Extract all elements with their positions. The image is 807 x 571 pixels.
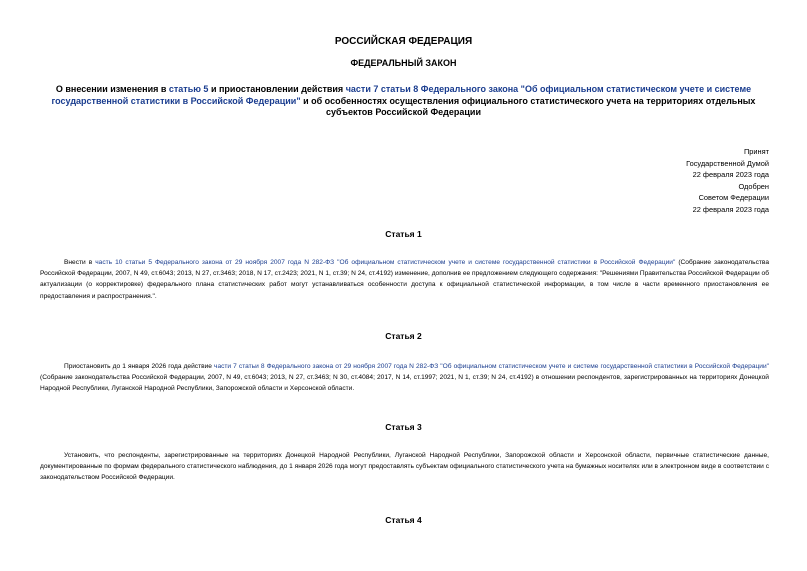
law-type-heading: ФЕДЕРАЛЬНЫЙ ЗАКОН (350, 58, 457, 68)
title-text-2: и приостановлении действия (208, 84, 346, 94)
article-1-text (40, 257, 769, 302)
approval-date: 22 февраля 2023 года (692, 204, 769, 214)
title-text-1: О внесении изменения в (55, 84, 169, 94)
article-2-link[interactable]: части 7 статьи 8 Федерального закона от 29 ноября 2007 года N 282-ФЗ "Об официальном статистическом учете и системе государственной статистики в Российской Федерации" (214, 363, 769, 370)
article-2-heading: Статья 2 (385, 331, 422, 341)
adoption-date: 22 февраля 2023 года (692, 170, 769, 180)
law-title (48, 84, 759, 119)
article-2-text (40, 361, 769, 395)
article-2-text-1: Приостановить до 1 января 2026 года действие (64, 363, 215, 370)
article-3-text-1: Установить, что респонденты, зарегистрированные на территориях Донецкой Народной Республики, Луганской Народной Республики, Запорожской области и Херсонской области, первичные статистические данные, документированные по формам федерального статистического наблюдения, до 1 января 2026 года могут предоставлять субъектам официального статистического учета на бумажных носителях или в электронном виде в соответствии с законодательством Российской Федерации. (40, 452, 769, 482)
title-text-3: и об особенностях осуществления официального статистического учета на территориях отдельных субъектов Российской Федерации (300, 95, 756, 117)
approval-line: Одобрен (738, 181, 769, 191)
country-heading: РОССИЙСКАЯ ФЕДЕРАЦИЯ (334, 36, 473, 47)
article-3-text (40, 450, 769, 484)
article-1-link[interactable]: часть 10 статьи 5 Федерального закона от 29 ноября 2007 года N 282-ФЗ "Об официальном статистическом учете и системе государственной статистики в Российской Федерации" (95, 259, 676, 266)
adoption-line: Принят (743, 147, 769, 156)
title-link-part-7-article-8[interactable]: части 7 статьи 8 Федерального закона "Об официальном статистическом учете и системе государственной статистики в Российской Федерации" (51, 84, 752, 106)
article-1-heading: Статья 1 (385, 229, 422, 239)
article-1-text-2: (Собрание законодательства Российской Федерации, 2007, N 49, ст.6043; 2013, N 27, ст.3463; 2018, N 17, ст.2423; 2021, N 1, ст.39; N 24, ст.4192) изменение, дополнив ее предложением следующего содержания: "Решениями Правительства Российской Федерации об актуализации (о корректировке) федерального плана статистических работ могут устанавливаться особенности доступа к официальной статистической информации, в том числе в части временного приостановления ее предоставления и распространения.". (40, 259, 769, 300)
article-2-text-2: (Собрание законодательства Российской Федерации, 2007, N 49, ст.6043; 2013, N 27, ст.3463; N 30, ст.4084; 2017, N 14, ст.1997; 2021, N 1, ст.39; N 24, ст.4192) в отношении респондентов, зарегистрированных на территориях Донецкой Народной Республики, Луганской Народной Республики, Запорожской области и Херсонской области. (40, 374, 769, 393)
adoption-block (569, 146, 769, 216)
article-3-heading: Статья 3 (385, 422, 422, 432)
title-link-article-5[interactable]: статью 5 (168, 84, 209, 94)
article-4-heading: Статья 4 (385, 515, 422, 525)
approval-line: Советом Федерации (698, 193, 769, 203)
article-1-text-1: Внести в (64, 259, 96, 266)
adoption-line: Государственной Думой (686, 158, 769, 168)
